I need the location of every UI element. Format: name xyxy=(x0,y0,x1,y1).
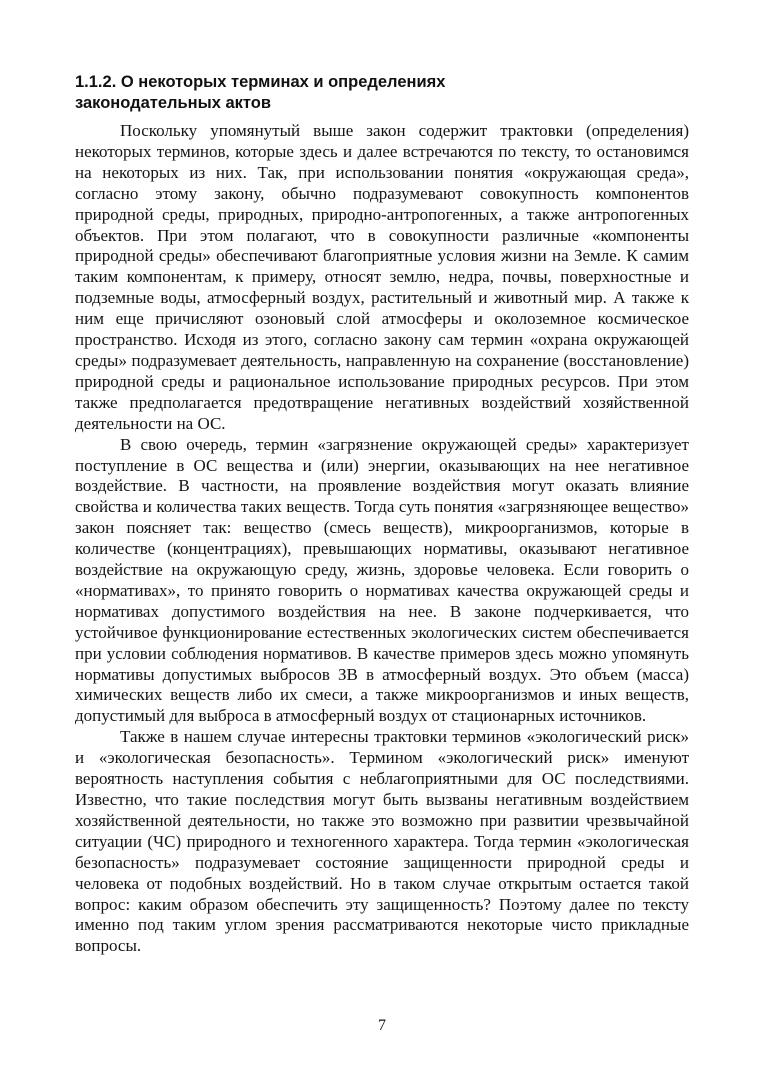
body-text xyxy=(75,121,689,957)
section-heading-line-2: законодательных актов xyxy=(75,94,271,112)
paragraph-2: В свою очередь, термин «загрязнение окружающей среды» характеризует поступление в ОС вещества и (или) энергии, оказывающих на нее негативное воздействие. В частности, на проявление воздействия могут оказать влияние свойства и количества таких веществ. Тогда суть понятия «загрязняющее вещество» закон поясняет так: вещество (смесь веществ), микроорганизмов, которые в количестве (концентрациях), превышающих нормативы, оказывают негативное воздействие на окружающую среду, жизнь, здоровье человека. Если говорить о «нормативах», то принято говорить о нормативах качества окружающей среды и нормативах допустимого воздействия на нее. В законе подчеркивается, что устойчивое функционирование естественных экологических систем обеспечивается при условии соблюдения нормативов. В качестве примеров здесь можно упомянуть нормативы допустимых выбросов ЗВ в атмосферный воздух. Это объем (масса) химических веществ либо их смеси, а также микроорганизмов и иных веществ, допустимый для выброса в атмосферный воздух от стационарных источников. xyxy=(75,434,689,726)
section-heading-line-1: 1.1.2. О некоторых терминах и определениях xyxy=(75,73,446,91)
paragraph-3: Также в нашем случае интересны трактовки терминов «экологический риск» и «экологическая безопасность». Термином «экологический риск» именуют вероятность наступления события с неблагоприятными для ОС последствиями. Известно, что такие последствия могут быть вызваны негативным воздействием хозяйственной деятельности, но также это возможно при развитии чрезвычайной ситуации (ЧС) природного и техногенного характера. Тогда термин «экологическая безопасность» подразумевает состояние защищенности природной среды и человека от подобных воздействий. Но в таком случае открытым остается такой вопрос: каким образом обеспечить эту защищенность? Поэтому далее по тексту именно под таким углом зрения рассматриваются некоторые чисто прикладные вопросы. xyxy=(75,727,689,956)
section-heading xyxy=(75,72,695,114)
page-number: 7 xyxy=(378,1017,386,1034)
paragraph-1: Поскольку упомянутый выше закон содержит трактовки (определения) некоторых терминов, которые здесь и далее встречаются по тексту, то остановимся на некоторых из них. Так, при использовании понятия «окружающая среда», согласно этому закону, обычно подразумевают совокупность компонентов природной среды, природных, природно-антропогенных, а также антропогенных объектов. При этом полагают, что в совокупности различные «компоненты природной среды» обеспечивают благоприятные условия жизни на Земле. К самим таким компонентам, к примеру, относят землю, недра, почвы, поверхностные и подземные воды, атмосферный воздух, растительный и животный мир. А также к ним еще причисляют озоновый слой атмосферы и околоземное космическое пространство. Исходя из этого, согласно закону сам термин «охрана окружающей среды» подразумевает деятельность, направленную на сохранение (восстановление) природной среды и рациональное использование природных ресурсов. При этом также предполагается предотвращение негативных воздействий хозяйственной деятельности на ОС. xyxy=(75,121,689,433)
